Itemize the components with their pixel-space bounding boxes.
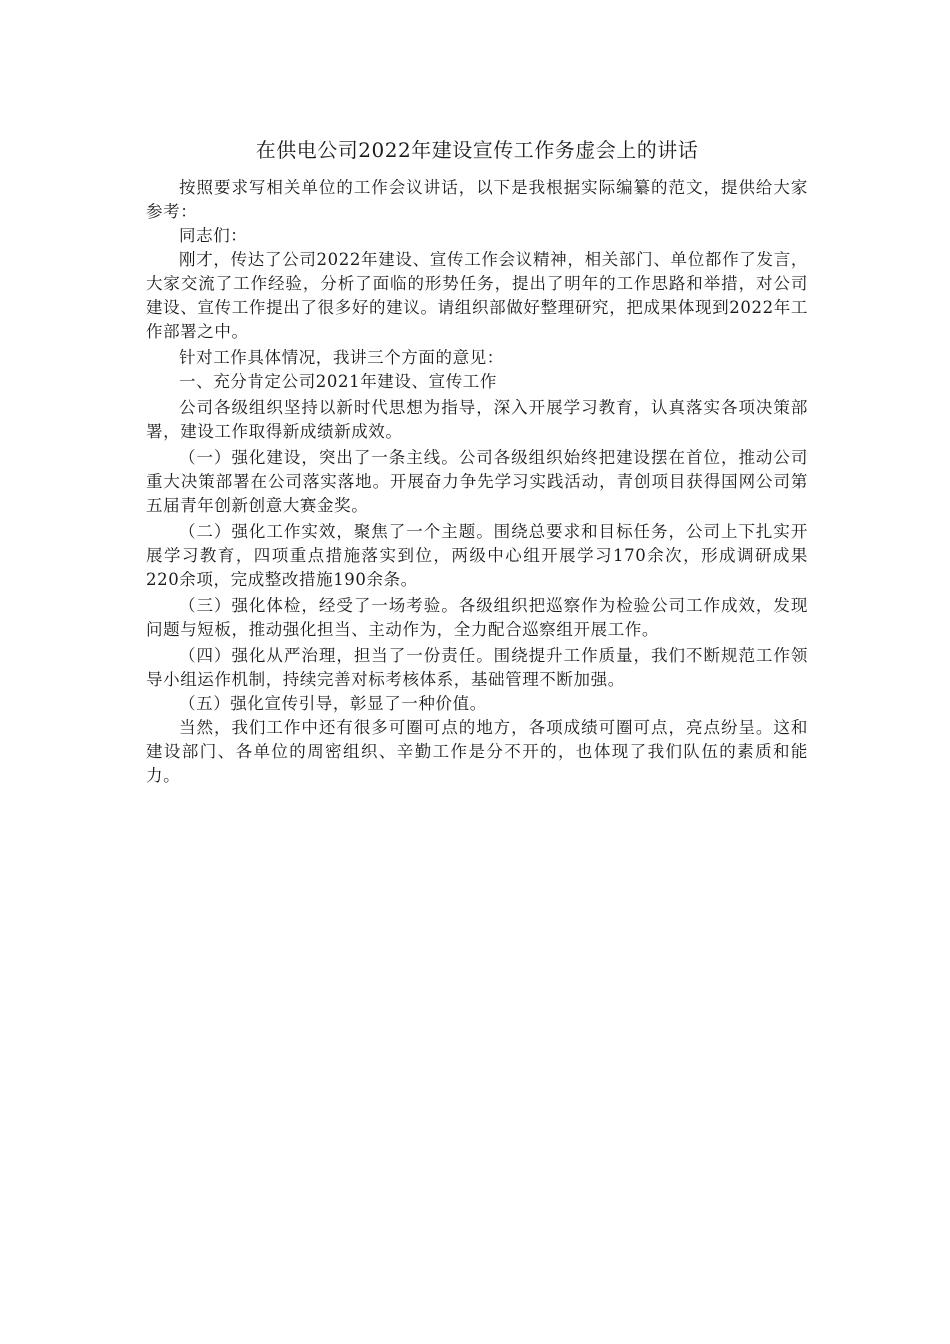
paragraph-point-3: （三）强化体检，经受了一场考验。各级组织把巡察作为检验公司工作成效，发现问题与短板，推动强化担当、主动作为，全力配合巡察组开展工作。 [146,596,808,639]
paragraph-intro: 按照要求写相关单位的工作会议讲话，以下是我根据实际编纂的范文，提供给大家参考： [146,178,808,221]
paragraph-salutation: 同志们： [179,226,248,245]
paragraph-point-4: （四）强化从严治理，担当了一份责任。围绕提升工作质量，我们不断规范工作领导小组运作机制，持续完善对标考核体系，基础管理不断加强。 [146,646,808,689]
paragraph-point-2: （二）强化工作实效，聚焦了一个主题。围绕总要求和目标任务，公司上下扎实开展学习教育，四项重点措施落实到位，两级中心组开展学习170余次，形成调研成果220余项，完成整改措施190余条。 [146,522,808,589]
section-heading-1: 一、充分肯定公司2021年建设、宣传工作 [179,372,497,391]
paragraph-closing: 当然，我们工作中还有很多可圈可点的地方，各项成绩可圈可点，亮点纷呈。这和建设部门、各单位的周密组织、辛勤工作是分不开的，也体现了我们队伍的素质和能力。 [146,718,808,785]
paragraph-outline: 针对工作具体情况，我讲三个方面的意见： [179,348,504,367]
document-body [146,134,808,788]
paragraph-section-1-summary: 公司各级组织坚持以新时代思想为指导，深入开展学习教育，认真落实各项决策部署，建设工作取得新成绩新成效。 [146,398,808,441]
paragraph-point-1: （一）强化建设，突出了一条主线。公司各级组织始终把建设摆在首位，推动公司重大决策部署在公司落实落地。开展奋力争先学习实践活动，青创项目获得国网公司第五届青年创新创意大赛金奖。 [146,448,808,515]
paragraph-point-5: （五）强化宣传引导，彰显了一种价值。 [179,694,487,713]
document-title: 在供电公司2022年建设宣传工作务虚会上的讲话 [255,138,699,162]
paragraph-opening: 刚才，传达了公司2022年建设、宣传工作会议精神，相关部门、单位都作了发言，大家交流了工作经验，分析了面临的形势任务，提出了明年的工作思路和举措，对公司建设、宣传工作提出了很多好的建议。请组织部做好整理研究，把成果体现到2022年工作部署之中。 [146,250,808,341]
